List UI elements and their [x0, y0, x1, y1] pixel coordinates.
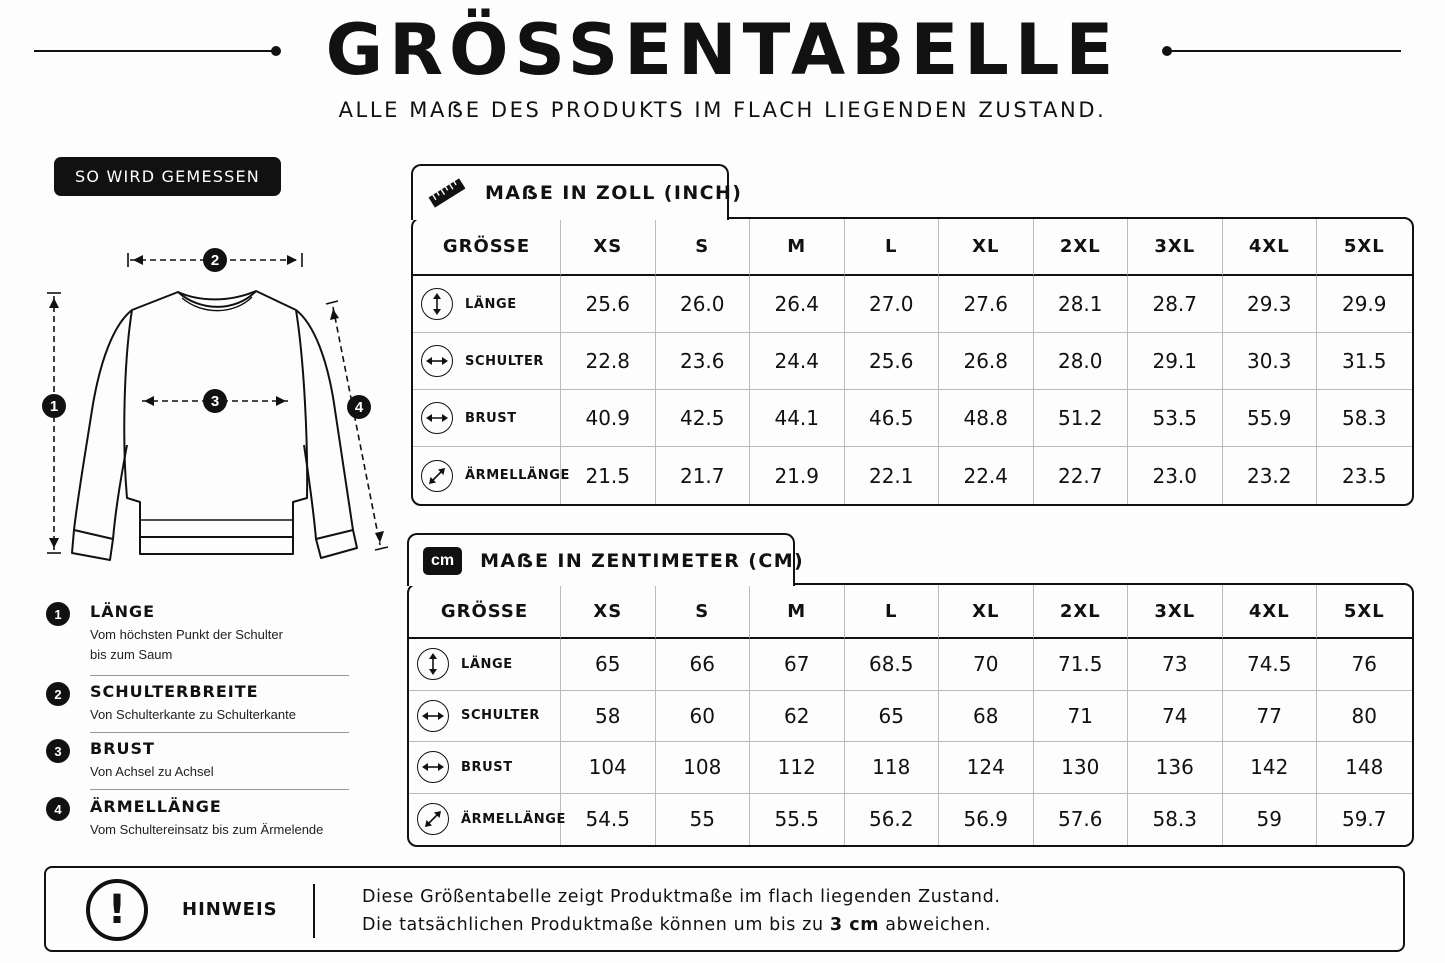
how-to-measure-badge: SO WIRD GEMESSEN — [54, 157, 281, 196]
cm-badge: cm — [423, 547, 462, 575]
table-cell: 55.9 — [1223, 390, 1318, 447]
table-cell: 104 — [561, 742, 656, 794]
cm-table-tab — [407, 533, 805, 586]
size-header: 2XL — [1034, 219, 1129, 276]
legend-title: LÄNGE — [90, 602, 156, 621]
note-text — [362, 883, 1000, 939]
table-cell: 29.9 — [1317, 276, 1412, 333]
table-cell: 21.5 — [561, 447, 656, 504]
table-cell: 28.7 — [1128, 276, 1223, 333]
table-cell: 26.0 — [656, 276, 751, 333]
note-line-2: Die tatsächlichen Produktmaße können um bis zu 3 cm abweichen. — [362, 915, 992, 935]
table-cell: 27.6 — [939, 276, 1034, 333]
table-row — [409, 639, 1412, 691]
row-header — [409, 742, 561, 794]
size-header: 5XL — [1317, 585, 1412, 639]
table-cell: 58 — [561, 691, 656, 743]
size-header: 2XL — [1034, 585, 1129, 639]
table-cell: 22.4 — [939, 447, 1034, 504]
row-header — [413, 390, 561, 447]
size-header-label: GRÖSSE — [413, 219, 561, 276]
table-cell: 59.7 — [1341, 807, 1387, 832]
legend-description: Vom Schultereinsatz bis zum Ärmelende — [90, 822, 324, 837]
table-cell: 118 — [845, 742, 940, 794]
marker-3: 3 — [210, 393, 220, 410]
table-row — [413, 390, 1412, 447]
table-cell: 26.4 — [750, 276, 845, 333]
row-header — [413, 333, 561, 390]
table-cell: 53.5 — [1128, 390, 1223, 447]
size-header: XL — [939, 219, 1034, 276]
size-header: XS — [561, 219, 656, 276]
table-cell: 29.3 — [1223, 276, 1318, 333]
table-cell: 22.1 — [845, 447, 940, 504]
note-line-1: Diese Größentabelle zeigt Produktmaße im flach liegenden Zustand. — [362, 887, 1001, 907]
page-title: GRÖSSENTABELLE — [325, 9, 1120, 91]
table-cell: 73 — [1128, 639, 1223, 691]
table-cell: 27.0 — [845, 276, 940, 333]
table-cell: 25.6 — [845, 333, 940, 390]
table-cell: 59 — [1223, 794, 1318, 846]
table-cell: 28.1 — [1034, 276, 1129, 333]
table-cell: 42.5 — [656, 390, 751, 447]
legend-description: Vom höchsten Punkt der Schulter bis zum Saum — [90, 627, 283, 662]
ruler-icon — [427, 178, 467, 208]
size-header: 5XL — [1317, 219, 1412, 276]
table-cell: 108 — [656, 742, 751, 794]
size-header-label: GRÖSSE — [409, 585, 561, 639]
table-cell: 55 — [656, 794, 751, 846]
table-cell: 57.6 — [1034, 794, 1129, 846]
legend-number: 4 — [46, 797, 70, 821]
legend-number: 2 — [46, 682, 70, 706]
table-cell: 130 — [1034, 742, 1129, 794]
legend-title: ÄRMELLÄNGE — [90, 797, 222, 816]
inch-size-table — [411, 217, 1414, 506]
table-cell: 148 — [1317, 742, 1412, 794]
size-header: 4XL — [1223, 585, 1318, 639]
table-cell: 46.5 — [845, 390, 940, 447]
size-header: 4XL — [1223, 219, 1318, 276]
legend-divider — [90, 732, 349, 733]
table-cell: 66 — [656, 639, 751, 691]
row-label: LÄNGE — [461, 656, 513, 672]
marker-4: 4 — [354, 399, 364, 416]
size-header: 3XL — [1128, 219, 1223, 276]
legend-divider — [90, 675, 349, 676]
row-label: BRUST — [465, 410, 517, 426]
table-cell: 142 — [1223, 742, 1318, 794]
inch-table-title: MAẞE IN ZOLL (INCH) — [485, 182, 743, 204]
table-cell: 22.8 — [561, 333, 656, 390]
size-header: M — [750, 585, 845, 639]
table-cell: 26.8 — [939, 333, 1034, 390]
table-cell: 76 — [1317, 639, 1412, 691]
table-cell: 65 — [845, 691, 940, 743]
table-cell: 48.8 — [939, 390, 1034, 447]
size-header: L — [845, 585, 940, 639]
diagonal-arrow-icon — [421, 460, 453, 492]
table-row — [413, 276, 1412, 333]
note-title: HINWEIS — [182, 899, 278, 920]
vertical-arrow-icon — [421, 288, 453, 320]
table-cell: 80 — [1317, 691, 1412, 743]
table-row — [413, 447, 1412, 504]
table-cell: 23.0 — [1128, 447, 1223, 504]
table-cell: 74.5 — [1223, 639, 1318, 691]
table-cell: 55.5 — [750, 794, 845, 846]
page-subtitle: ALLE MAẞE DES PRODUKTS IM FLACH LIEGENDEN ZUSTAND. — [338, 98, 1107, 122]
table-cell: 68.5 — [845, 639, 940, 691]
table-cell: 23.6 — [656, 333, 751, 390]
size-header: S — [656, 219, 751, 276]
row-header — [409, 691, 561, 743]
cm-size-table — [407, 583, 1414, 847]
table-cell: 112 — [750, 742, 845, 794]
table-cell: 62 — [750, 691, 845, 743]
size-header: XS — [561, 585, 656, 639]
horizontal-arrow-icon — [421, 345, 453, 377]
table-cell: 58.3 — [1317, 390, 1412, 447]
inch-table-tab — [411, 164, 743, 220]
table-cell: 67 — [750, 639, 845, 691]
vertical-arrow-icon — [417, 648, 449, 680]
table-cell: 29.1 — [1128, 333, 1223, 390]
row-header — [409, 794, 566, 846]
table-cell: 71 — [1034, 691, 1129, 743]
note-box — [44, 866, 1405, 952]
table-cell: 65 — [561, 639, 656, 691]
legend-item-chest — [46, 739, 350, 784]
sweater-outline — [124, 291, 307, 537]
marker-1: 1 — [49, 398, 59, 415]
sweater-diagram — [30, 240, 400, 570]
row-label: BRUST — [461, 759, 513, 775]
table-row — [409, 742, 1412, 794]
legend-description: Von Schulterkante zu Schulterkante — [90, 707, 296, 722]
legend-number: 3 — [46, 739, 70, 763]
diagonal-arrow-icon — [417, 803, 449, 835]
size-header: S — [656, 585, 751, 639]
table-cell: 23.5 — [1341, 463, 1387, 488]
legend-number: 1 — [46, 602, 70, 626]
note-divider — [313, 884, 315, 938]
legend-divider — [90, 789, 349, 790]
size-header: M — [750, 219, 845, 276]
horizontal-arrow-icon — [421, 402, 453, 434]
legend-item-shoulder — [46, 682, 350, 727]
legend-item-length — [46, 602, 350, 662]
table-cell: 44.1 — [750, 390, 845, 447]
legend-title: BRUST — [90, 739, 155, 758]
table-cell: 24.4 — [750, 333, 845, 390]
legend-description: Von Achsel zu Achsel — [90, 764, 214, 779]
table-cell: 124 — [939, 742, 1034, 794]
table-row — [409, 794, 1412, 846]
table-cell: 22.7 — [1034, 447, 1129, 504]
table-cell: 136 — [1128, 742, 1223, 794]
table-cell: 25.6 — [561, 276, 656, 333]
table-cell: 58.3 — [1128, 794, 1223, 846]
table-cell: 71.5 — [1034, 639, 1129, 691]
table-cell: 21.9 — [750, 447, 845, 504]
table-cell: 28.0 — [1034, 333, 1129, 390]
cm-badge-icon — [423, 547, 462, 575]
size-header: 3XL — [1128, 585, 1223, 639]
marker-2: 2 — [210, 252, 220, 269]
size-header: XL — [939, 585, 1034, 639]
row-header — [413, 447, 570, 504]
row-label: SCHULTER — [461, 708, 541, 724]
table-cell: 23.2 — [1223, 447, 1318, 504]
size-header: L — [845, 219, 940, 276]
cm-table-title: MAẞE IN ZENTIMETER (CM) — [480, 549, 805, 572]
exclamation-icon: ! — [86, 879, 148, 941]
table-cell: 51.2 — [1034, 390, 1129, 447]
table-cell: 31.5 — [1317, 333, 1412, 390]
legend-title: SCHULTERBREITE — [90, 682, 259, 701]
row-label: SCHULTER — [465, 353, 545, 369]
horizontal-arrow-icon — [417, 700, 449, 732]
table-cell: 54.5 — [561, 794, 656, 846]
row-header — [409, 639, 561, 691]
table-cell: 74 — [1128, 691, 1223, 743]
table-cell: 68 — [939, 691, 1034, 743]
title-right-line — [1167, 50, 1401, 52]
table-cell: 21.7 — [656, 447, 751, 504]
row-label: ÄRMELLÄNGE — [465, 468, 570, 483]
table-cell: 70 — [939, 639, 1034, 691]
table-row — [413, 333, 1412, 390]
table-cell: 60 — [656, 691, 751, 743]
sweater-right-sleeve — [296, 310, 353, 539]
table-cell: 77 — [1223, 691, 1318, 743]
row-label: LÄNGE — [465, 296, 517, 312]
table-cell: 40.9 — [561, 390, 656, 447]
table-cell: 30.3 — [1223, 333, 1318, 390]
table-cell: 56.9 — [939, 794, 1034, 846]
legend-item-sleeve — [46, 797, 350, 842]
table-row — [409, 691, 1412, 743]
row-header — [413, 276, 561, 333]
horizontal-arrow-icon — [417, 751, 449, 783]
row-label: ÄRMELLÄNGE — [461, 811, 566, 827]
table-cell: 56.2 — [845, 794, 940, 846]
